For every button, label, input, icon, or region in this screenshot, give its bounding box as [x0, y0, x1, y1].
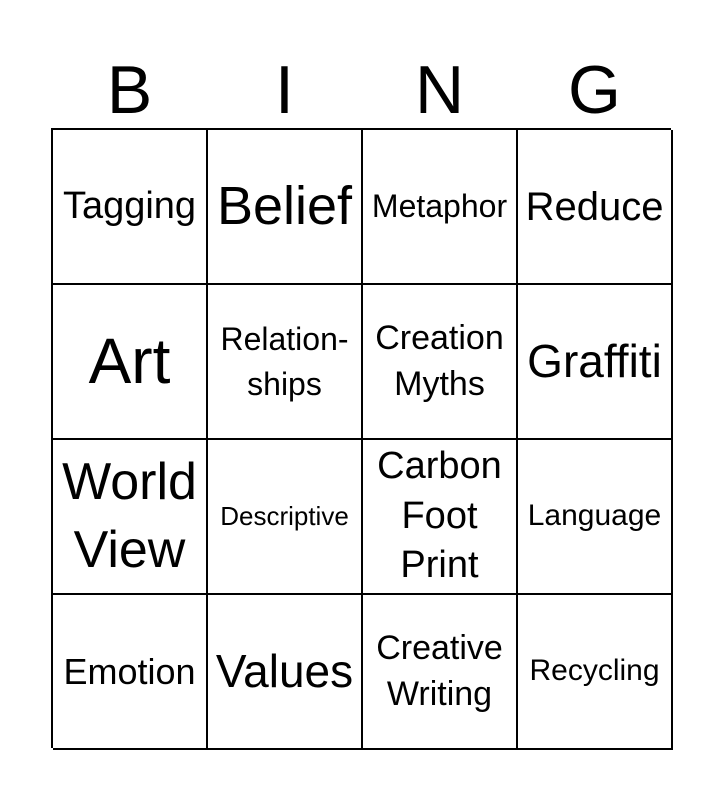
- bingo-cell[interactable]: [208, 595, 363, 750]
- bingo-cell[interactable]: [53, 440, 208, 595]
- cell-label: Emotion: [63, 650, 196, 692]
- bingo-cell[interactable]: [518, 440, 673, 595]
- cell-label: Art: [88, 325, 171, 398]
- bingo-cell[interactable]: [53, 130, 208, 285]
- bingo-cell[interactable]: [53, 595, 208, 750]
- bingo-cell[interactable]: [518, 285, 673, 440]
- bingo-cell[interactable]: [363, 440, 518, 595]
- bingo-cell[interactable]: [53, 285, 208, 440]
- header-letter-b: B: [106, 52, 153, 128]
- bingo-cell[interactable]: [363, 285, 518, 440]
- cell-label: Creative Writing: [376, 628, 503, 713]
- header-letter-i: I: [275, 52, 294, 128]
- cell-label: Recycling: [529, 654, 660, 688]
- bingo-cell[interactable]: [363, 130, 518, 285]
- cell-label: Graffiti: [527, 335, 662, 388]
- bingo-cell[interactable]: [208, 285, 363, 440]
- cell-label: Relation- ships: [220, 320, 349, 402]
- bingo-cell[interactable]: [208, 130, 363, 285]
- cell-label: Values: [215, 645, 354, 698]
- cell-label: World View: [62, 452, 197, 579]
- cell-label: Reduce: [525, 184, 664, 229]
- cell-label: Language: [527, 499, 662, 533]
- bingo-cell[interactable]: [363, 595, 518, 750]
- cell-label: Descriptive: [220, 500, 349, 531]
- cell-label: Tagging: [62, 184, 197, 227]
- bingo-header: [52, 52, 672, 128]
- header-letter-g: G: [568, 52, 621, 128]
- bingo-cell[interactable]: [208, 440, 363, 595]
- cell-label: Creation Myths: [375, 318, 504, 403]
- cell-label: Metaphor: [371, 188, 508, 225]
- header-letter-n: N: [414, 52, 465, 128]
- bingo-cell[interactable]: [518, 130, 673, 285]
- cell-label: Belief: [216, 176, 353, 237]
- cell-label: Carbon Foot Print: [377, 445, 502, 587]
- bingo-board: [51, 128, 671, 748]
- bingo-cell[interactable]: [518, 595, 673, 750]
